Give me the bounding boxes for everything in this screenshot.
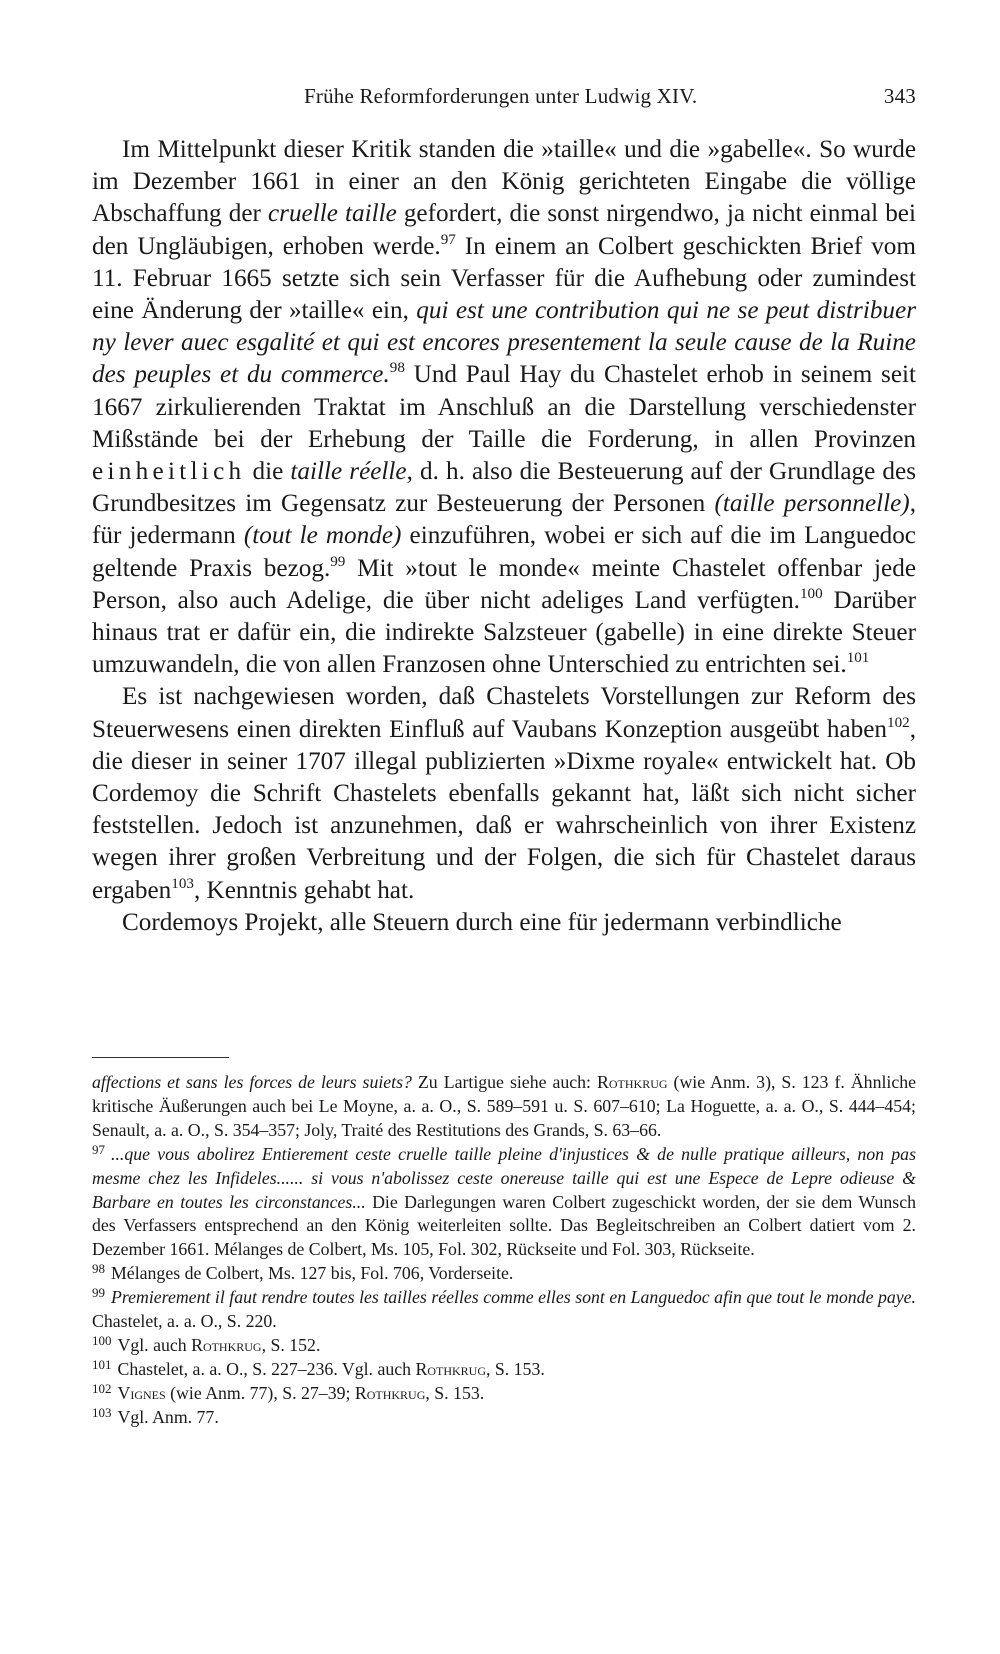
footnote-100	[92, 1334, 916, 1358]
italic-run: taille réelle	[290, 458, 407, 486]
footnote-ref-97: 97	[440, 231, 456, 248]
text-run: Die Darlegungen waren Colbert zugeschickt worden, der sie dem Wunsch des Verfassers entsprechend an den König weiterleiten sollte. Das Begleitschreiben an Colbert datiert vom 2. Dezember 1661. Mélanges de Colbert, Ms. 105, Fol. 302, Rückseite und Fol. 303, Rückseite.	[92, 1191, 916, 1260]
author-name: Rothkrug	[191, 1334, 262, 1355]
italic-run: (taille personnelle)	[714, 490, 910, 518]
main-text	[92, 134, 916, 939]
text-run: Im Mittelpunkt dieser Kritik standen die »taille« und die »gabelle«. So wurde im Dezember 1661 in einer an den König gerichteten Eingabe die völlige Abschaffung der	[92, 136, 916, 228]
text-run: , d. h. also die Besteuerung auf der Grundlage des Grundbesitzes im Gegensatz zur Besteuerung der Personen	[92, 458, 916, 518]
text-run: Chastelet, a. a. O., S. 220.	[92, 1311, 277, 1332]
text-run: einzuführen, wobei er sich auf die im Languedoc geltende Praxis bezog.	[92, 522, 916, 582]
author-name: Vignes	[117, 1382, 166, 1403]
text-run: , Kenntnis gehabt hat.	[193, 876, 415, 904]
text-run: (wie Anm. 3), S. 123 f. Ähnliche kritische Äußerungen auch bei Le Moyne, a. a. O., S. 589–591 u. S. 607–610; La Hoguette, a. a. O., S. 444–454; Senault, a. a. O., S. 354–357; Joly, Traité des Restitutions des Grands, S. 63–66.	[92, 1072, 917, 1140]
footnote-number: 101	[92, 1357, 112, 1373]
running-title: Frühe Reformforderungen unter Ludwig XIV.	[304, 84, 698, 108]
footnote-ref-101: 101	[846, 650, 870, 667]
footnote-number: 100	[92, 1333, 112, 1349]
footnotes	[92, 1071, 916, 1430]
footnote-ref-100: 100	[799, 586, 823, 603]
italic-run: (tout le monde)	[243, 522, 402, 550]
author-name: Rothkrug	[597, 1072, 668, 1092]
text-run: In einem an Colbert geschickten Brief vom 11. Februar 1665 setzte sich sein Verfasser für die Aufhebung oder zumindest eine Änderung der »taille« ein,	[92, 232, 916, 325]
italic-run: Premierement il faut rendre toutes les tailles réelles comme elles sont en Languedoc afin que tout le monde paye.	[111, 1287, 916, 1308]
paragraph-2	[92, 681, 916, 906]
footnote-separator	[92, 1057, 229, 1058]
text-run: Vgl. auch	[117, 1334, 192, 1355]
italic-run: cruelle taille	[267, 200, 397, 228]
footnote-ref-99: 99	[330, 553, 346, 570]
footnote-number: 103	[92, 1404, 112, 1420]
text-run: Und Paul Hay du Chastelet erhob in seinem seit 1667 zirkulierenden Traktat im Anschluß an die Darstellung verschiedenster Mißstände bei der Erhebung der Taille die Forderung, in allen Provinzen	[92, 361, 917, 453]
footnote-97	[92, 1143, 916, 1263]
footnote-99	[92, 1286, 916, 1334]
text-run: , S. 153.	[425, 1382, 485, 1403]
text-run: Zu Lartigue siehe auch:	[411, 1072, 597, 1092]
text-run: , für jedermann	[92, 490, 916, 550]
text-run: Cordemoys Projekt, alle Steuern durch eine für jedermann verbindliche	[122, 908, 842, 936]
spaced-emphasis: einheitlich	[92, 458, 246, 486]
running-header	[92, 78, 916, 114]
text-run: , S. 152.	[261, 1334, 321, 1355]
footnote-ref-103: 103	[171, 875, 194, 892]
author-name: Rothkrug	[354, 1382, 426, 1403]
text-run: Chastelet, a. a. O., S. 227–236. Vgl. auch	[117, 1358, 416, 1379]
italic-run: ...que vous abolirez Entierement ceste cruelle taille pleine d'injustices & de nulle pratique ailleurs, non pas mesme chez les Infideles...... si vous n'abolissez ceste onereuse taille qui est une Espece de Lepre odieuse & Barbare en toutes les circonstances...	[92, 1143, 916, 1212]
text-run: Darüber hinaus trat er dafür ein, die indirekte Salzsteuer (gabelle) in eine direkte Steuer umzuwandeln, die von allen Franzosen ohne Unterschied zu entrichten sei.	[92, 586, 916, 679]
footnote-ref-98: 98	[389, 360, 405, 377]
footnote-103	[92, 1406, 916, 1430]
paragraph-1	[92, 134, 916, 681]
footnote-98	[92, 1262, 916, 1286]
footnote-number: 99	[92, 1285, 105, 1301]
text-run: gefordert, die sonst nirgendwo, ja nicht einmal bei den Ungläubigen, erhoben werde.	[92, 200, 916, 260]
text-run: Mélanges de Colbert, Ms. 127 bis, Fol. 706, Vorderseite.	[111, 1263, 514, 1284]
page-number: 343	[883, 84, 916, 108]
footnote-102	[92, 1382, 916, 1406]
author-name: Rothkrug	[415, 1358, 486, 1379]
text-run: Es ist nachgewiesen worden, daß Chastelets Vorstellungen zur Reform des Steuerwesens einen direkten Einfluß auf Vaubans Konzeption ausgeübt haben	[92, 683, 916, 743]
text-run: , S. 153.	[486, 1358, 545, 1379]
footnote-number: 97	[92, 1141, 105, 1157]
footnote-ref-102: 102	[887, 714, 910, 731]
text-run: die	[245, 458, 291, 486]
paragraph-3	[92, 907, 916, 939]
footnote-101	[92, 1358, 916, 1382]
footnote-number: 102	[92, 1380, 112, 1396]
text-run: Mit »tout le monde« meinte Chastelet offenbar jede Person, also auch Adelige, die über nicht adeliges Land verfügten.	[92, 554, 916, 614]
italic-quote: qui est une contribution qui ne se peut distribuer ny lever auec esgalité et qui est encores presentement la seule cause de la Ruine des peuples et du commerce.	[92, 297, 916, 389]
text-run: (wie Anm. 77), S. 27–39;	[165, 1382, 355, 1403]
text-run: Vgl. Anm. 77.	[117, 1406, 219, 1427]
italic-run: affections et sans les forces de leurs suiets?	[92, 1072, 412, 1092]
text-run: , die dieser in seiner 1707 illegal publizierten »Dixme royale« entwickelt hat. Ob Cordemoy die Schrift Chastelets ebenfalls gekannt hat, läßt sich nicht sicher feststellen. Jedoch ist anzunehmen, daß er wahrscheinlich von ihrer Existenz wegen ihrer großen Verbreitung und der Folgen, die sich für Chastelet daraus ergaben	[92, 715, 916, 904]
footnote-number: 98	[92, 1261, 105, 1277]
footnote-continuation	[92, 1071, 916, 1143]
